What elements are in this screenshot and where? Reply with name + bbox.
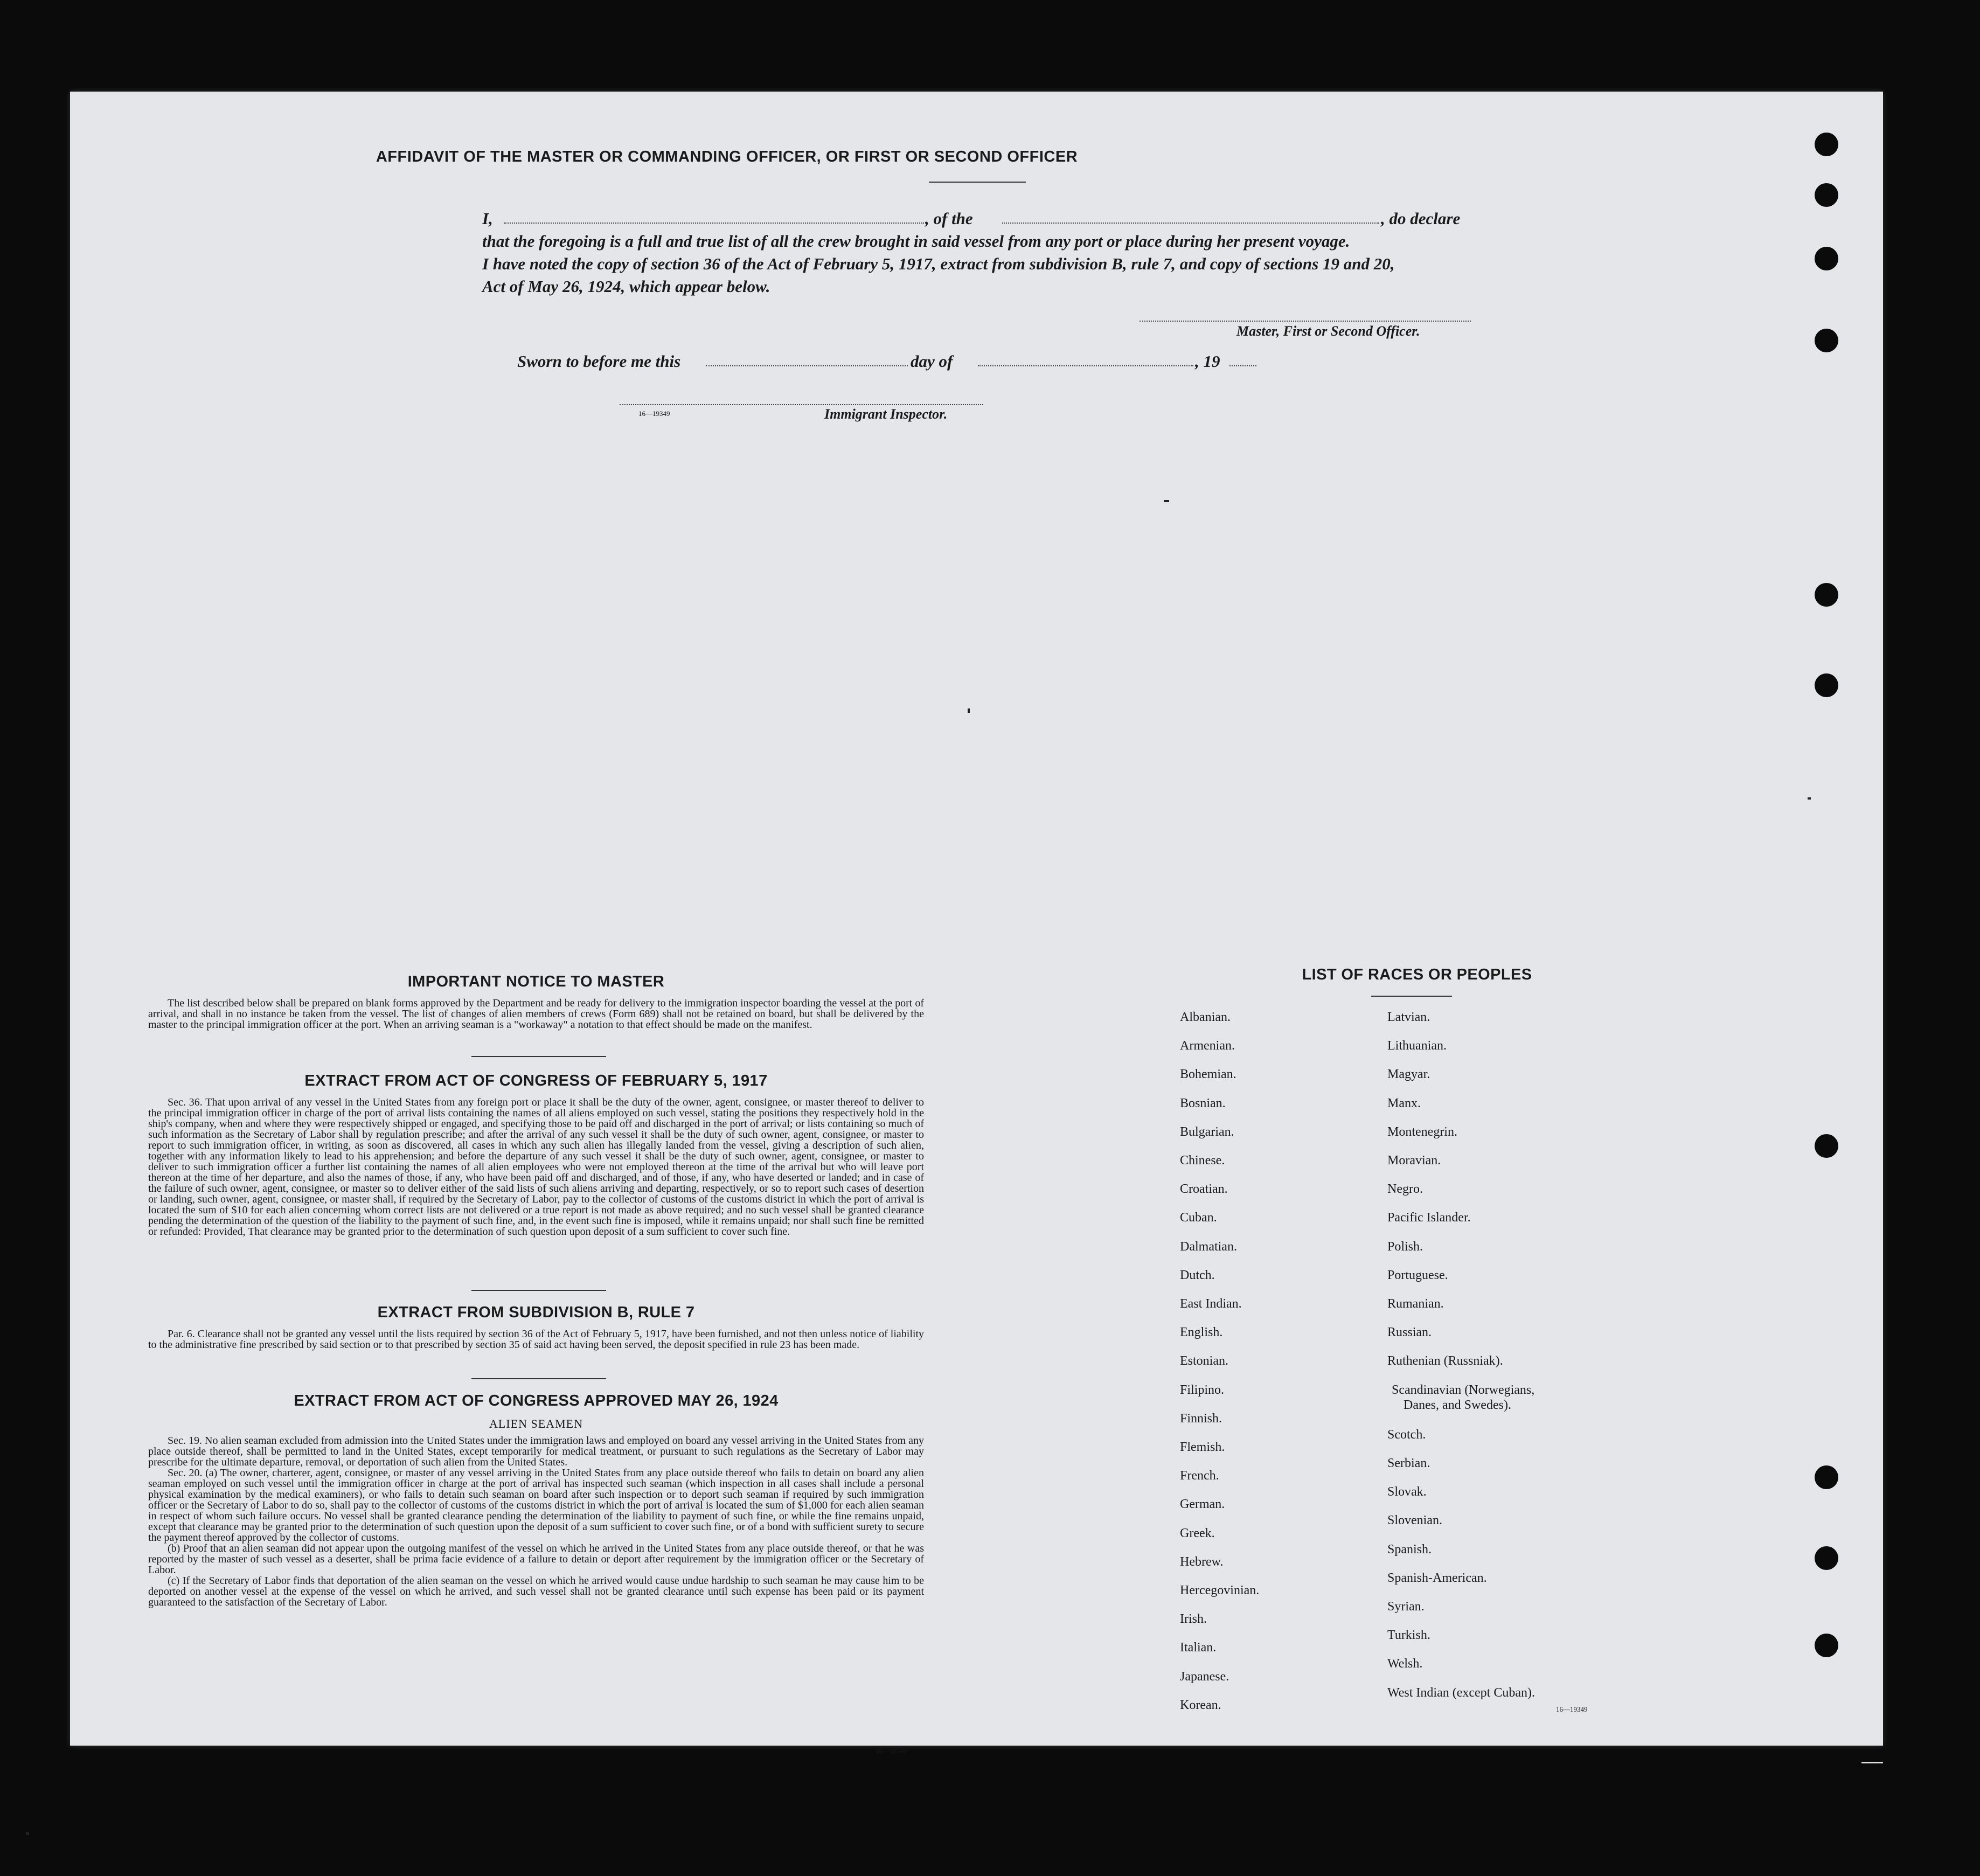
sec20a-paragraph: Sec. 20. (a) The owner, charterer, agent, consignee, or master of any vessel arriving in the United States from any place outside thereof who fails to detain on board any alien seaman employed on such vessel until the immigration officer in charge at the port of arrival has inspected such seaman (which inspection in all cases shall include a personal physical examination by the medical examiners), or who fails to detain such seaman on board after such inspection or to deport such seaman if required by such immigration officer or the Secretary of Labor to do so, shall pay to the collector of customs of the customs district in which the port of arrival is located the sum of $1,000 for each alien seaman in respect of whom such failure occurs. No vessel shall be granted clearance pending the determination of the liability to payment of such fine, or while the fine remains unpaid, except that clearance may be granted prior to the determination of such question upon the deposit of a sum sufficient to cover such fine, or of a bond with sufficient surety to secure the payment thereof approved by the collector of customs. [148,1467,924,1544]
race-item: French. [1180,1469,1219,1483]
race-item: Armenian. [1180,1039,1235,1053]
rule7-text [148,1329,924,1350]
day-blank[interactable] [706,365,908,366]
race-item: Manx. [1387,1096,1421,1110]
race-item: Albanian. [1180,1010,1231,1024]
race-item: German. [1180,1497,1225,1511]
punch-hole [1815,1465,1838,1489]
affidavit-declare: , do declare [1381,209,1461,228]
race-item: Croatian. [1180,1182,1228,1196]
extract-1917-text [148,1097,924,1237]
signature-line[interactable] [1140,321,1471,322]
race-item: Finnish. [1180,1412,1222,1426]
punch-hole [1815,329,1838,352]
sec20b-paragraph: (b) Proof that an alien seaman did not appear upon the outgoing manifest of the vessel on which he arrived in the United States from any place outside thereof, or that he was reported by the master of such vessel as a deserter, shall be prima facie evidence of a failure to detain or deport after requirement by the immigration officer or the Secretary of Labor. [148,1543,924,1576]
race-item: Slovak. [1387,1485,1427,1499]
inspector-line[interactable] [620,404,983,405]
notice-heading: IMPORTANT NOTICE TO MASTER [407,973,665,990]
race-item: Dalmatian. [1180,1240,1237,1254]
month-blank[interactable] [978,365,1193,366]
section-rule [1371,996,1452,997]
race-item: Bohemian. [1180,1067,1236,1081]
race-item: Scandinavian (Norwegians, [1392,1383,1535,1397]
race-item: Flemish. [1180,1440,1225,1454]
affidavit-line-3: I have noted the copy of section 36 of the Act of February 5, 1917, extract from subdivision B, rule 7, and copy of sections 19 and 20, [482,254,1395,273]
affidavit-line-2: that the foregoing is a full and true list of all the crew brought in said vessel from any port or place during her present voyage. [482,232,1350,251]
punch-hole [1815,1134,1838,1158]
section-rule [471,1378,606,1379]
races-heading: LIST OF RACES OR PEOPLES [1302,966,1532,983]
form-number: 16—19349 [1556,1705,1588,1713]
affidavit-heading: AFFIDAVIT OF THE MASTER OR COMMANDING OFFICER, OR FIRST OR SECOND OFFICER [376,148,1078,165]
race-item: Korean. [1180,1698,1221,1712]
punch-hole [1815,247,1838,270]
race-item: Cuban. [1180,1211,1217,1225]
race-item: Greek. [1180,1526,1215,1540]
notice-text [148,998,924,1030]
rule7-heading: EXTRACT FROM SUBDIVISION B, RULE 7 [377,1304,695,1321]
race-item: East Indian. [1180,1297,1242,1311]
race-item: Ruthenian (Russniak). [1387,1354,1503,1368]
affidavit-i: I, [482,209,493,228]
race-item: Danes, and Swedes). [1404,1398,1511,1412]
race-item: Latvian. [1387,1010,1430,1024]
sworn-prefix: Sworn to before me this [517,352,681,371]
race-item: Lithuanian. [1387,1039,1447,1053]
form-number: 16—19349 [638,409,670,418]
race-item: Slovenian. [1387,1513,1442,1527]
race-item: Italian. [1180,1641,1217,1655]
signature-label: Master, First or Second Officer. [1236,323,1420,339]
race-item: Filipino. [1180,1383,1225,1397]
name-blank[interactable] [504,223,924,224]
extract-1924-text [148,1435,924,1608]
inspector-label: Immigrant Inspector. [824,406,948,422]
scan-speck [968,708,970,713]
sworn-day-of: day of [911,352,953,371]
race-item: Moravian. [1387,1154,1441,1168]
race-item: Montenegrin. [1387,1125,1457,1139]
race-item: Hebrew. [1180,1555,1224,1569]
race-item: Syrian. [1387,1600,1425,1614]
race-item: Irish. [1180,1612,1207,1626]
race-item: Hercegovinian. [1180,1583,1260,1597]
race-item: Serbian. [1387,1456,1430,1470]
sec19-paragraph: Sec. 19. No alien seaman excluded from admission into the United States under the immigration laws and employed on board any vessel arriving in the United States from any place outside thereof, shall be permitted to land in the United States, except temporarily for medical treatment, or pursuant to such regulations as the Secretary of Labor may prescribe for the ultimate departure, removal, or deportation of such alien from the United States. [148,1435,924,1468]
race-item: Russian. [1387,1325,1432,1339]
sec20c-paragraph: (c) If the Secretary of Labor finds that deportation of the alien seaman on the vessel on which he arrived would cause undue hardship to such seaman he may cause him to be deported on another vessel at the expense of the vessel on which he arrived, and such vessel shall not be granted clearance until such expense has been paid or its payment guaranteed to the satisfaction of the Secretary of Labor. [148,1575,924,1608]
heading-rule [929,182,1026,183]
section-rule [471,1290,606,1291]
punch-hole [1815,583,1838,607]
race-item: Pacific Islander. [1387,1211,1471,1225]
race-item: Chinese. [1180,1154,1225,1168]
race-item: Bosnian. [1180,1096,1226,1110]
race-item: Estonian. [1180,1354,1228,1368]
scan-speck [1164,500,1169,502]
race-item: Spanish. [1387,1543,1432,1557]
race-item: Portuguese. [1387,1268,1448,1282]
scan-speck [1861,1762,1883,1763]
sec36-paragraph: Sec. 36. That upon arrival of any vessel in the United States from any foreign port or place it shall be the duty of the owner, agent, consignee, or master thereof to deliver to the principal immigration officer in charge of the port of arrival lists containing the names of all aliens employed on such vessel, stating the positions they respectively hold in the ship's company, when and where they were respectively shipped or engaged, and specifying those to be paid off and discharged in the port of arrival; or lists containing so much of such information as the Secretary of Labor shall by regulation prescribe; and after the arrival of any such vessel it shall be the duty of such owner, agent, consignee, or master to report to such immigration officer, in writing, as soon as discovered, all cases in which any such alien has illegally landed from the vessel, giving a description of such alien, together with any information likely to lead to his apprehension; and before the departure of any such vessel it shall be the duty of such owner, agent, consignee, or master to deliver to such immigration officer a further list containing the names of all alien employees who were not employed thereon at the time of the arrival but who will leave port thereon at the time of her departure, and also the names of those, if any, who have been paid off and discharged, and of those, if any, who have deserted or landed; and in case of the failure of such owner, agent, consignee, or master so to deliver either of the said lists of such aliens arriving and departing, respectively, or so to report such cases of desertion or landing, such owner, agent, consignee, or master shall, if required by the Secretary of Labor, pay to the collector of customs of the customs district in which the port of arrival is located the sum of $10 for each alien concerning whom correct lists are not delivered or a true report is not made as above required; and no such vessel shall be granted clearance pending the determination of the question of the liability to the payment of such fine, and, in the event such fine is imposed, while it remains unpaid; nor shall such fine be remitted or refunded: Provided, That clearance may be granted prior to the determination of such question upon deposit of a sum sufficient to cover such fine. [148,1096,924,1238]
race-item: Bulgarian. [1180,1125,1234,1139]
race-item: Negro. [1387,1182,1423,1196]
punch-hole [1815,133,1838,156]
affidavit-line-4: Act of May 26, 1924, which appear below. [482,277,770,296]
scan-speck [1808,797,1811,800]
race-item: Japanese. [1180,1670,1229,1684]
race-item: Dutch. [1180,1268,1215,1282]
alien-seamen-subheading: ALIEN SEAMEN [489,1417,583,1430]
punch-hole [1815,673,1838,697]
notice-paragraph: The list described below shall be prepared on blank forms approved by the Department and be ready for delivery to the immigration inspector boarding the vessel at the port of arrival, and shall in no instance be taken from the vessel. The list of changes of alien members of crews (Form 689) shall not be retained on board, but shall be delivered by the master to the principal immigration officer at the port. When an arriving seaman is a "workaway" a notation to that effect should be made on the manifest. [148,997,924,1031]
document-sheet [70,92,1883,1755]
vessel-blank[interactable] [1002,223,1379,224]
sworn-line [517,350,1325,373]
form-number: 16—19349 [876,1747,907,1755]
punch-hole [1815,1634,1838,1657]
race-item: Magyar. [1387,1067,1430,1081]
affidavit-line-1 [482,207,1554,230]
race-item: Welsh. [1387,1657,1423,1671]
race-item: West Indian (except Cuban). [1387,1686,1535,1700]
year-blank[interactable] [1229,365,1256,366]
race-item: Scotch. [1387,1428,1426,1442]
punch-hole [1815,183,1838,207]
par6-paragraph: Par. 6. Clearance shall not be granted any vessel until the lists required by section 36 of the Act of February 5, 1917, have been furnished, and not then unless notice of liability to the administrative fine prescribed by said section or to that prescribed by section 35 of said act having been served, the deposit specified in rule 23 has been made. [148,1328,924,1351]
section-rule [471,1056,606,1057]
race-item: Turkish. [1387,1628,1430,1642]
scan-speck [26,1832,29,1835]
punch-hole [1815,1546,1838,1570]
race-item: Rumanian. [1387,1297,1444,1311]
race-item: English. [1180,1325,1223,1339]
sworn-year: , 19 [1195,352,1220,371]
race-item: Polish. [1387,1240,1423,1254]
race-item: Spanish-American. [1387,1571,1487,1585]
affidavit-of-the: , of the [925,209,973,228]
extract-1917-heading: EXTRACT FROM ACT OF CONGRESS OF FEBRUARY 5, 1917 [304,1072,768,1089]
extract-1924-heading: EXTRACT FROM ACT OF CONGRESS APPROVED MAY 26, 1924 [294,1392,779,1409]
